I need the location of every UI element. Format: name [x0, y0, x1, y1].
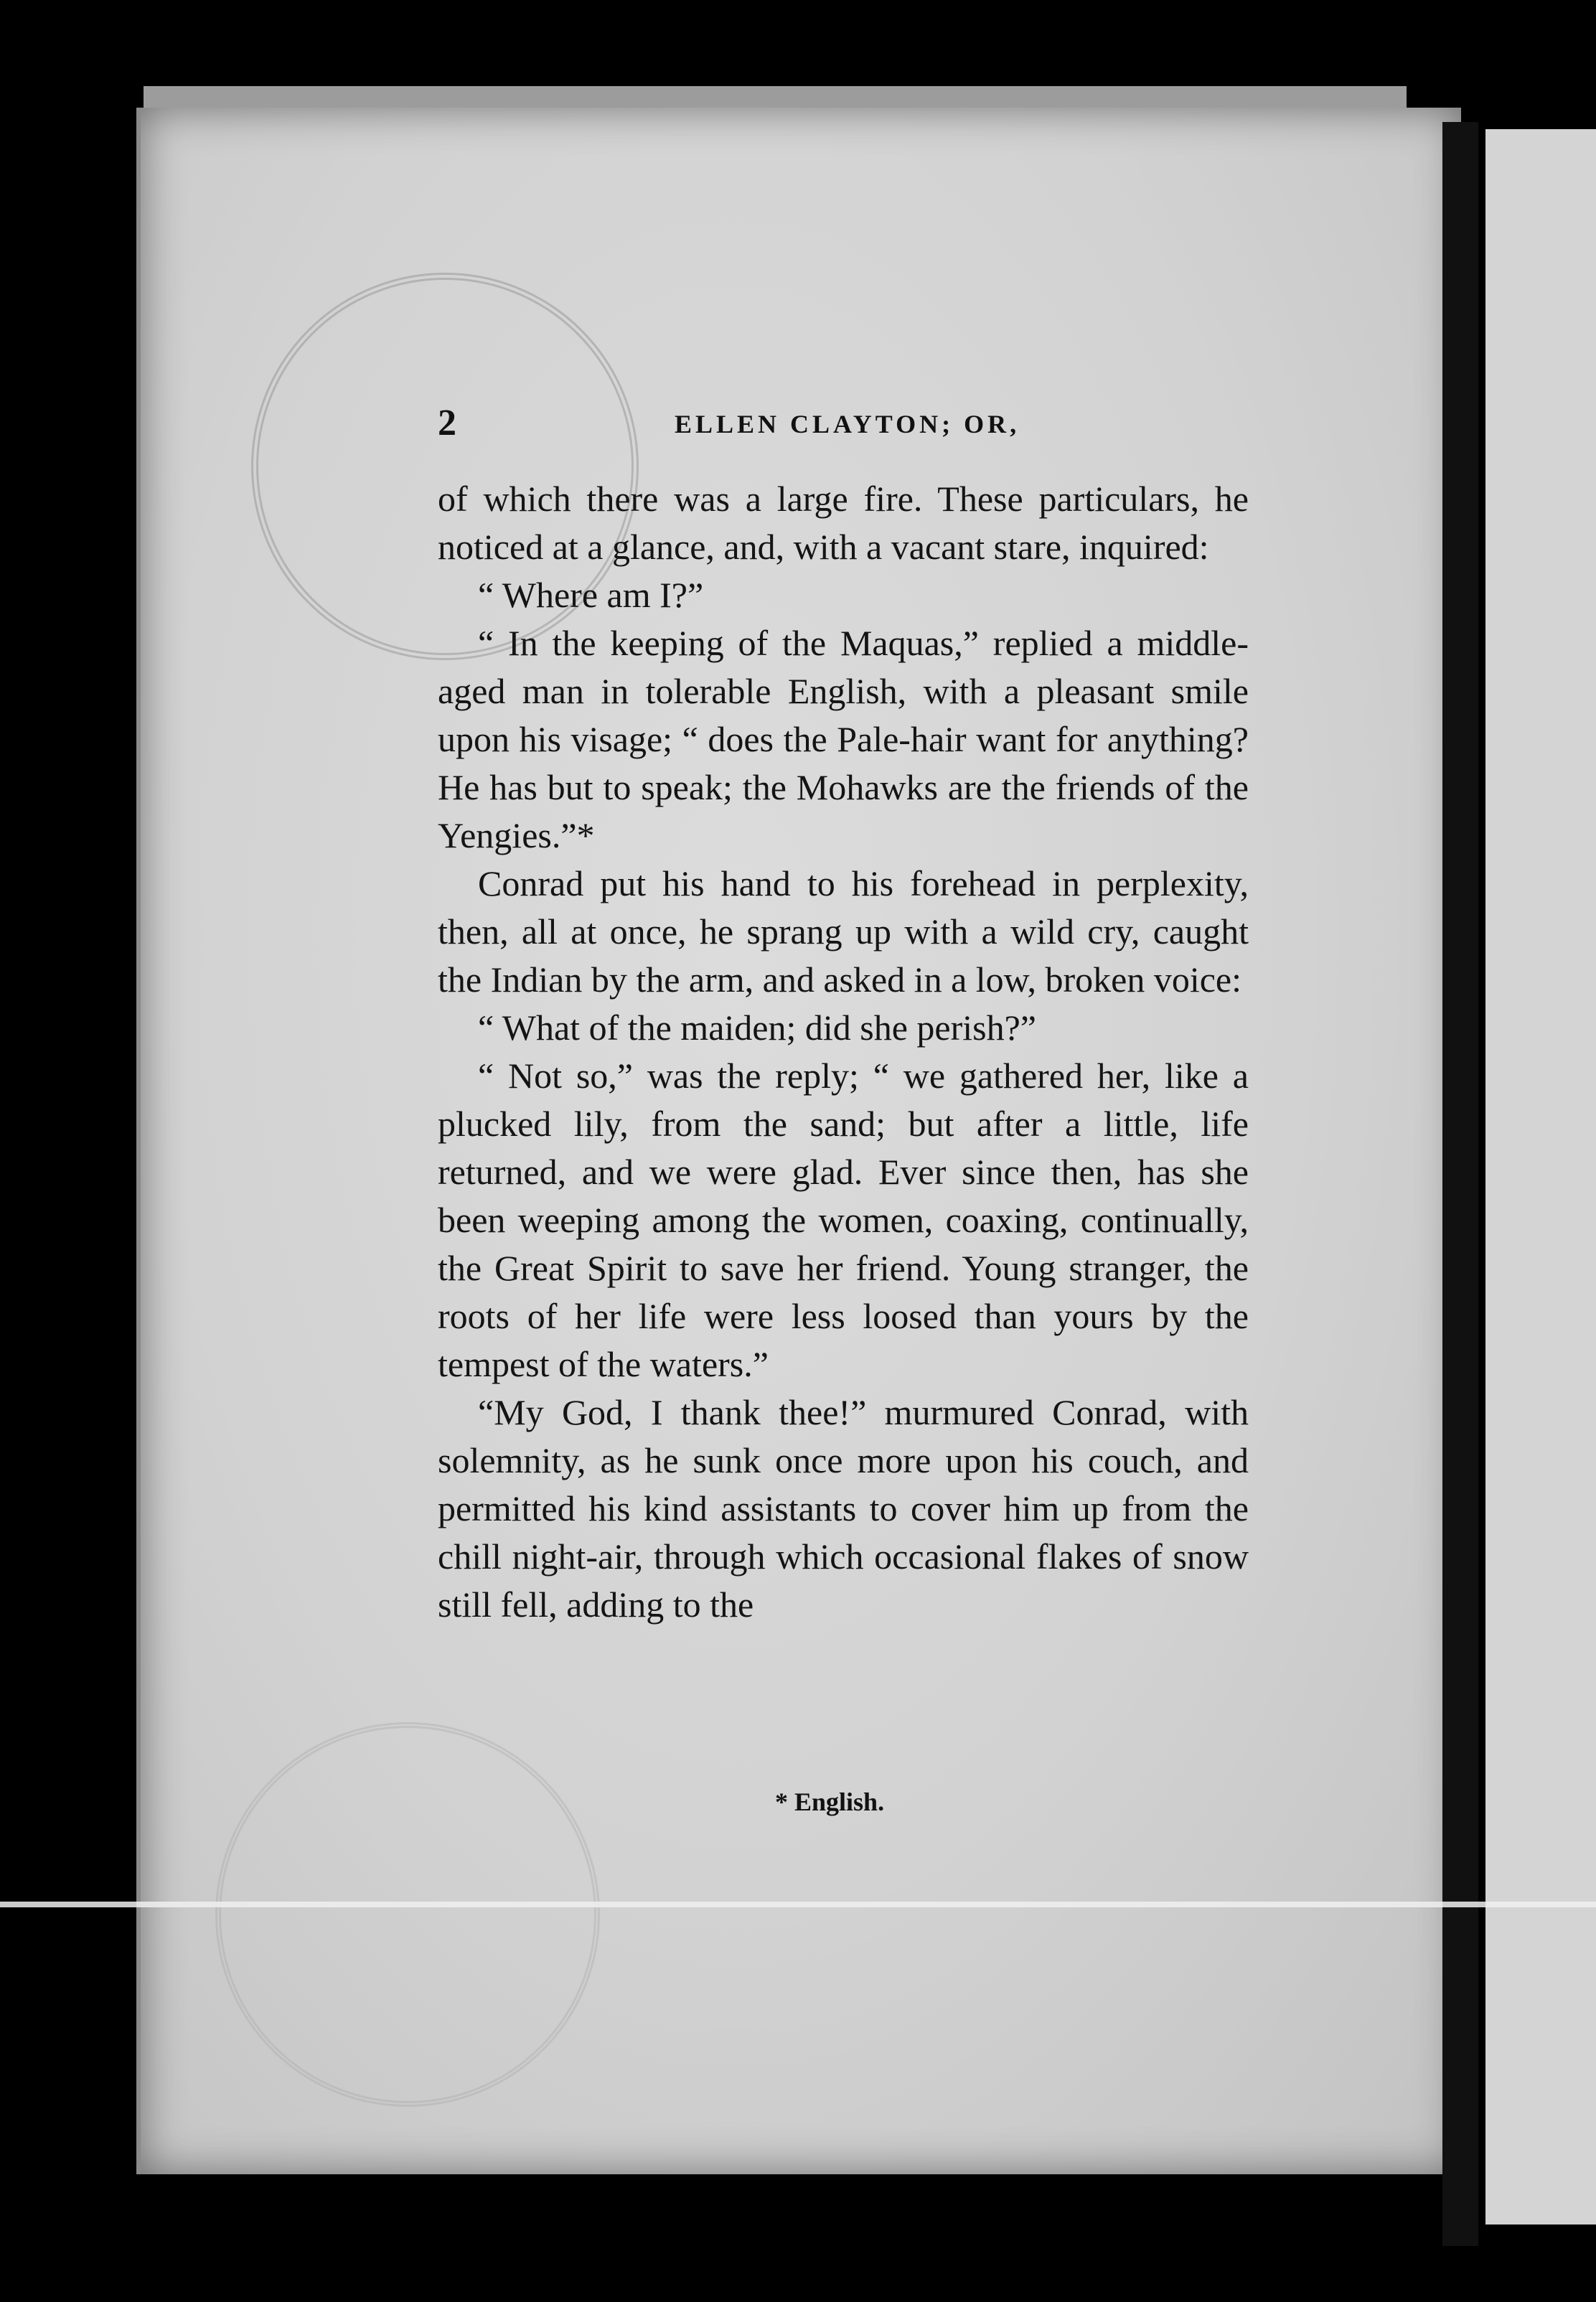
footnote: * English.: [775, 1787, 885, 1816]
paragraph: of which there was a large fire. These particulars, he noticed at a glance, and, with a vacant stare, inquired:: [438, 479, 1249, 567]
facing-page-edge: [1485, 129, 1596, 2225]
page-header: [438, 402, 1249, 445]
paragraph: “ Not so,” was the reply; “ we gathered her, like a plucked lily, from the sand; but after a little, life returned, and we were glad. Ever since then, has she been weeping among the women, coaxing, continually, the Great Spirit to save her friend. Young stranger, the roots of her life were less loosed than yours by the tempest of the waters.”: [438, 1056, 1249, 1384]
paragraph: “ Where am I?”: [478, 575, 704, 615]
paragraph: “ What of the maiden; did she perish?”: [478, 1007, 1036, 1048]
paragraph: “ In the keeping of the Maquas,” replied a middle-aged man in tolerable English, with a pleasant smile upon his visage; “ does the Pale-hair want for anything? He has but to speak; the Mohawks are the friends of the Yengies.”*: [438, 623, 1249, 855]
body-text: [438, 475, 1249, 1629]
scan-artifact-line: [0, 1902, 1596, 1907]
book-gutter: [1442, 122, 1478, 2246]
page-number: 2: [438, 403, 456, 443]
paragraph: “My God, I thank thee!” murmured Conrad, with solemnity, as he sunk once more upon his couch, and permitted his kind assistants to cover him up from the chill night-air, through which occasional flakes of snow still fell, adding to the: [438, 1392, 1249, 1625]
paragraph: Conrad put his hand to his forehead in perplexity, then, all at once, he sprang up with a wild cry, caught the Indian by the arm, and asked in a low, broken voice:: [438, 863, 1249, 1000]
faint-stamp-impression: [215, 1722, 600, 2107]
running-head: ELLEN CLAYTON; OR,: [675, 410, 1020, 438]
